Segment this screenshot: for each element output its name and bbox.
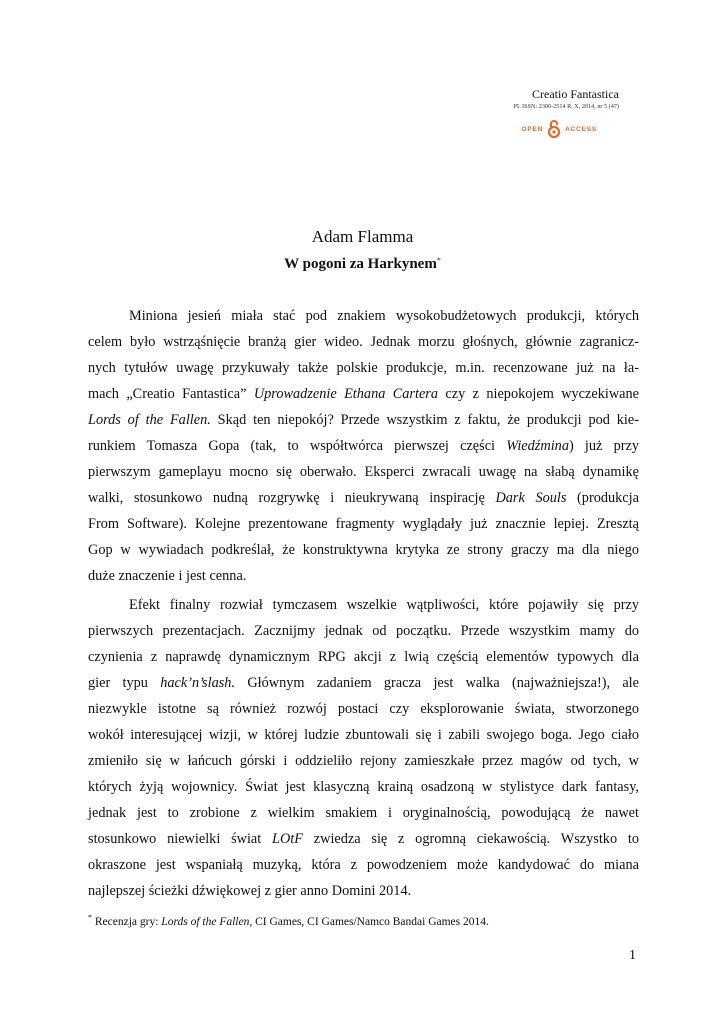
- text-line: [88, 592, 639, 618]
- italic-title: hack’n’slash.: [160, 674, 236, 691]
- open-access-badge: [521, 118, 597, 140]
- text-line: [88, 381, 639, 407]
- text-segment: okraszone jest wspaniałą muzyką, która z powodzeniem może kandydować do miana: [88, 856, 639, 873]
- text-segment: mach „Creatio Fantastica”: [88, 386, 254, 403]
- text-segment: zmieniło się w łańcuch górski i oddzieliło rejony zamieszkałe przez magów od tych, w: [88, 752, 639, 769]
- footnote-game-title: Lords of the Fallen,: [161, 916, 253, 928]
- title-footnote-marker: *: [436, 256, 441, 265]
- text-line: [88, 852, 639, 878]
- open-access-label-right: ACCESS: [565, 125, 597, 133]
- journal-name: Creatio Fantastica: [532, 87, 619, 101]
- italic-title: Uprowadzenie Ethana Cartera: [253, 386, 439, 403]
- text-segment: walki, stosunkowo nudną rozgrywkę i nieukrywaną inspirację: [88, 490, 496, 507]
- italic-title: Dark Souls: [495, 490, 567, 507]
- text-segment: Efekt finalny rozwiał tymczasem wszelkie wątpliwości, które pojawiły się przy: [129, 596, 639, 613]
- text-segment: czy z niepokojem wyczekiwane: [438, 386, 640, 403]
- article-author: Adam Flamma: [311, 227, 414, 246]
- text-line: [88, 748, 639, 774]
- italic-title: LOtF: [272, 830, 304, 847]
- text-line: [88, 329, 639, 355]
- text-line: [88, 800, 639, 826]
- text-segment: czynienia z naprawdę dynamicznym RPG akcji z lwią częścią elementów typowych dla: [88, 648, 639, 665]
- footnote-marker: *: [88, 913, 92, 922]
- text-line: [88, 459, 639, 485]
- text-line: [88, 774, 639, 800]
- text-line: [88, 511, 639, 537]
- footnote-prefix: Recenzja gry:: [92, 916, 162, 928]
- open-access-label-left: OPEN: [521, 125, 544, 133]
- text-segment: najlepszej ścieżki dźwiękowej z gier anno Domini 2014.: [88, 883, 412, 900]
- journal-issn: PL ISSN: 2300-2514 R. X, 2014, nr 5 (47): [513, 103, 619, 110]
- article-title: [0, 253, 725, 275]
- text-segment: nych tytułów uwagę przykuwały także polskie produkcje, m.in. recenzowane już na ła-: [88, 360, 639, 377]
- text-line: [88, 618, 639, 644]
- text-segment: runkiem Tomasza Gopa (tak, to współtwórca pierwszej części: [88, 438, 507, 455]
- text-segment: Gop w wywiadach podkreślał, że konstruktywna krytyka ze strony graczy ma dla niego: [88, 542, 639, 559]
- text-segment: duże znaczenie i jest cenna.: [88, 568, 247, 585]
- text-line: [88, 644, 639, 670]
- text-segment: (produkcja: [566, 490, 639, 507]
- text-line: [88, 826, 639, 852]
- text-segment: ) już przy: [568, 438, 639, 455]
- text-segment: celem było wstrząśnięcie branżą gier wideo. Jednak morzu głośnych, głównie zagranicz-: [88, 334, 639, 351]
- text-line: [88, 537, 639, 563]
- footnote: [88, 914, 489, 930]
- text-segment: wokół interesującej wizji, w której ludzie zbuntowali się i zabili swojego boga. Jego ciało: [88, 726, 639, 743]
- text-line: [88, 878, 639, 904]
- journal-header: [419, 86, 619, 112]
- text-segment: niezwykle istotne są również rozwój postaci czy eksplorowanie świata, stworzonego: [88, 700, 639, 717]
- text-line: [88, 722, 639, 748]
- text-segment: stosunkowo niewielki świat: [88, 830, 273, 847]
- text-line: [88, 670, 639, 696]
- text-segment: From Software). Kolejne prezentowane fragmenty wyglądały już znacznie lepiej. Zresztą: [88, 516, 639, 533]
- text-line: [88, 355, 639, 381]
- text-segment: zwiedza się z ogromną ciekawością. Wszystko to: [303, 830, 640, 847]
- article-body: [88, 303, 639, 904]
- text-segment: gier typu: [88, 674, 161, 691]
- italic-title: Lords of the Fallen.: [88, 412, 211, 429]
- text-segment: Miniona jesień miała stać pod znakiem wysokobudżetowych produkcji, których: [129, 308, 639, 324]
- text-segment: pierwszym gameplayu mocno się oberwało. Eksperci zwracali uwagę na słabą dynamikę: [88, 464, 639, 481]
- text-segment: Głównym zadaniem gracza jest walka (najważniejsza!), ale: [235, 674, 639, 691]
- text-line: [88, 433, 639, 459]
- text-line: [88, 407, 639, 433]
- text-line: [88, 696, 639, 722]
- text-segment: których żyją wojownicy. Świat jest klasyczną krainą osadzoną w stylistyce dark fantasy,: [88, 778, 639, 795]
- italic-title: Wiedźmina: [506, 438, 569, 455]
- open-access-lock-icon: [547, 119, 561, 139]
- text-line: [88, 485, 639, 511]
- footnote-suffix: CI Games, CI Games/Namco Bandai Games 2014.: [252, 916, 489, 928]
- text-segment: Skąd ten niepokój? Przede wszystkim z faktu, że produkcji pod kie-: [210, 412, 639, 429]
- text-segment: pierwszych prezentacjach. Zacznijmy jednak od początku. Przede wszystkim mamy do: [88, 622, 639, 639]
- text-line: [88, 303, 639, 329]
- text-line: [88, 563, 639, 589]
- page-number: 1: [629, 948, 636, 963]
- article-title-text: W pogoni za Harkynem: [284, 256, 437, 272]
- text-segment: jednak jest to zrobione z wielkim smakiem i oryginalnością, powodującą że nawet: [88, 804, 639, 821]
